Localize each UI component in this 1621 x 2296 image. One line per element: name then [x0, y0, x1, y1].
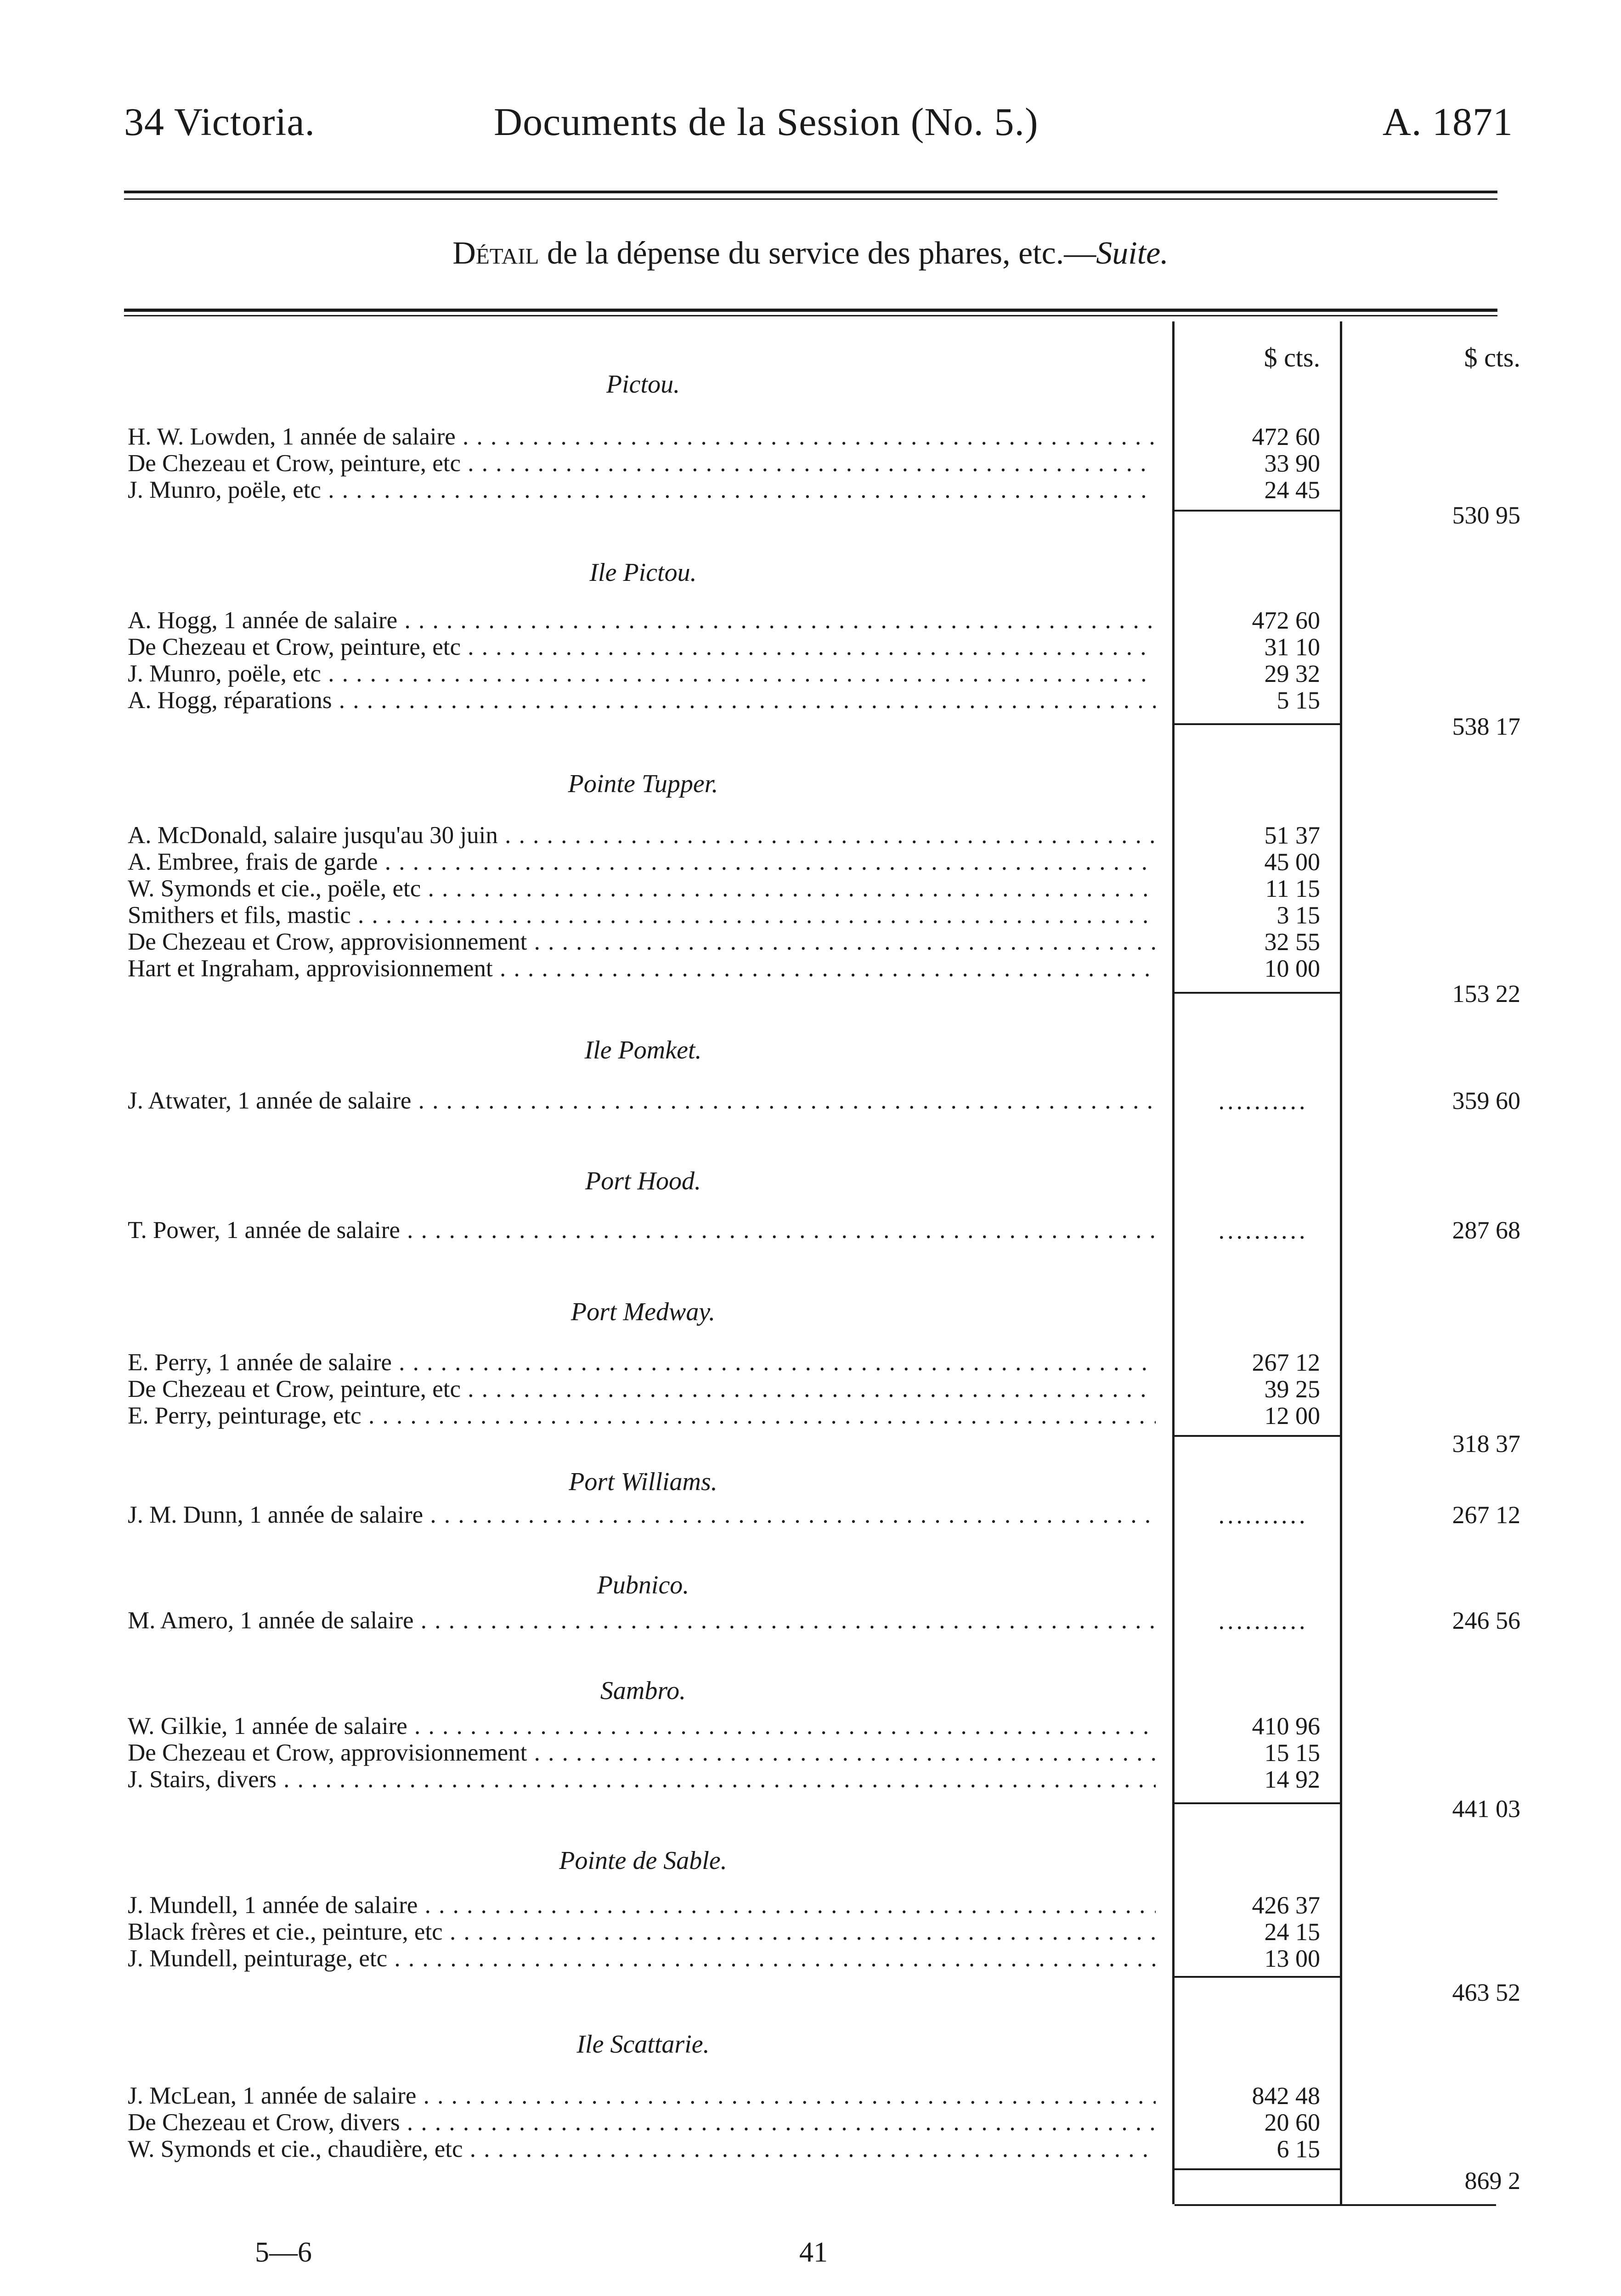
subtitle-lead: Détail: [452, 236, 539, 271]
section-title: Pubnico.: [597, 1571, 689, 1599]
entry-text: A. Hogg, réparations . . .: [128, 687, 1156, 714]
entry-text: A. McDonald, salaire jusqu'au 30 juin . . .: [128, 822, 1156, 849]
entry-amount: 842 48: [1252, 2082, 1320, 2110]
entry-amount: 472 60: [1252, 607, 1320, 634]
entry-amount: 31 10: [1264, 633, 1320, 661]
subtotal-rule: [1175, 723, 1340, 725]
section-total: 869 2: [1464, 2167, 1520, 2195]
entry-text: M. Amero, 1 année de salaire . . .: [128, 1607, 1156, 1634]
subtotal-rule: [1175, 992, 1340, 994]
entry-amount: 51 37: [1264, 822, 1320, 849]
entry-text: J. Mundell, peinturage, etc . . .: [128, 1945, 1156, 1972]
entry-amount: 20 60: [1264, 2109, 1320, 2136]
section-title: Ile Scattarie.: [576, 2030, 710, 2059]
section-title: Port Williams.: [569, 1468, 717, 1496]
entry-amount: 15 15: [1264, 1739, 1320, 1767]
amount-dots: ..........: [1218, 1216, 1308, 1244]
entry-amount: 410 96: [1252, 1712, 1320, 1740]
table-top-rule: [124, 309, 1497, 312]
entry-text: J. M. Dunn, 1 année de salaire . . .: [128, 1502, 1156, 1528]
entry-amount: 13 00: [1264, 1945, 1320, 1972]
header-right: A. 1871: [1382, 100, 1513, 144]
entry-text: Black frères et cie., peinture, etc . . .: [128, 1919, 1156, 1945]
column-divider-left: [1172, 321, 1175, 2204]
entry-text: J. Mundell, 1 année de salaire . . .: [128, 1892, 1156, 1919]
subtotal-rule: [1175, 1976, 1340, 1978]
entry-text: J. Munro, poële, etc . . .: [128, 477, 1156, 503]
amount-dots: ..........: [1218, 1501, 1308, 1529]
amount-dots: ..........: [1218, 1607, 1308, 1634]
column-divider-right: [1340, 321, 1342, 2204]
entry-amount: 24 45: [1264, 476, 1320, 504]
subtotal-rule: [1175, 510, 1340, 512]
subtitle-main: de la dépense du service des phares, etc.—: [539, 236, 1096, 271]
entry-text: De Chezeau et Crow, peinture, etc . . .: [128, 634, 1156, 660]
entry-text: De Chezeau et Crow, divers . . .: [128, 2109, 1156, 2136]
entry-amount: 267 12: [1252, 1349, 1320, 1376]
entry-amount: 29 32: [1264, 660, 1320, 687]
entry-amount: 5 15: [1276, 687, 1320, 714]
entry-text: W. Symonds et cie., chaudière, etc . . .: [128, 2136, 1156, 2162]
section-total: 287 68: [1452, 1216, 1520, 1244]
table-top-rule-thin: [124, 315, 1497, 316]
header-rule-bottom: [124, 198, 1497, 200]
signature-mark: 5—6: [255, 2237, 312, 2268]
section-total: 153 22: [1452, 980, 1520, 1007]
entry-text: Smithers et fils, mastic . . .: [128, 902, 1156, 929]
header-title: Documents de la Session (No. 5.): [494, 100, 1039, 144]
entry-amount: 11 15: [1265, 875, 1320, 902]
entry-amount: 45 00: [1264, 848, 1320, 876]
entry-amount: 32 55: [1264, 928, 1320, 956]
section-total: 246 56: [1452, 1607, 1520, 1634]
entry-amount: 14 92: [1264, 1766, 1320, 1793]
entry-amount: 6 15: [1276, 2135, 1320, 2163]
entry-text: W. Gilkie, 1 année de salaire . . .: [128, 1713, 1156, 1739]
entry-text: T. Power, 1 année de salaire . . .: [128, 1217, 1156, 1244]
entry-text: De Chezeau et Crow, approvisionnement . . .: [128, 929, 1156, 955]
section-title: Pictou.: [606, 370, 680, 399]
subtotal-rule: [1175, 1435, 1340, 1437]
section-title: Port Hood.: [585, 1167, 701, 1195]
entry-text: De Chezeau et Crow, peinture, etc . . .: [128, 450, 1156, 477]
entry-amount: 10 00: [1264, 955, 1320, 982]
entry-text: E. Perry, 1 année de salaire . . .: [128, 1349, 1156, 1376]
section-title: Ile Pictou.: [589, 558, 697, 587]
subtotal-rule: [1175, 1802, 1340, 1804]
section-total: 267 12: [1452, 1501, 1520, 1529]
entry-amount: 24 15: [1264, 1918, 1320, 1946]
section-total: 359 60: [1452, 1087, 1520, 1114]
header-rule-top: [124, 191, 1497, 193]
entry-text: De Chezeau et Crow, peinture, etc . . .: [128, 1376, 1156, 1402]
running-header: [0, 99, 1621, 149]
entry-text: J. Atwater, 1 année de salaire . . .: [128, 1087, 1156, 1114]
page-number: 41: [799, 2237, 828, 2268]
entry-amount: 472 60: [1252, 423, 1320, 450]
column-unit-2: $ cts.: [1464, 343, 1520, 372]
entry-text: J. Stairs, divers . . .: [128, 1766, 1156, 1793]
entry-amount: 33 90: [1264, 450, 1320, 477]
table-bottom-rule: [1175, 2204, 1496, 2206]
section-title: Pointe de Sable.: [559, 1846, 727, 1875]
entry-text: Hart et Ingraham, approvisionnement . . .: [128, 955, 1156, 982]
table-subtitle: [0, 235, 1621, 272]
header-left: 34 Victoria.: [124, 100, 316, 144]
entry-amount: 3 15: [1276, 901, 1320, 929]
section-title: Pointe Tupper.: [568, 770, 718, 798]
entry-amount: 12 00: [1264, 1402, 1320, 1429]
amount-dots: ..........: [1218, 1087, 1308, 1114]
column-unit-1: $ cts.: [1264, 343, 1320, 372]
entry-text: E. Perry, peinturage, etc . . .: [128, 1402, 1156, 1429]
section-total: 441 03: [1452, 1795, 1520, 1823]
subtotal-rule: [1175, 2168, 1340, 2170]
subtitle-suite: Suite.: [1096, 236, 1169, 271]
entry-text: De Chezeau et Crow, approvisionnement . . .: [128, 1739, 1156, 1766]
entry-text: J. McLean, 1 année de salaire . . .: [128, 2082, 1156, 2109]
section-total: 463 52: [1452, 1979, 1520, 2006]
section-total: 538 17: [1452, 713, 1520, 740]
section-total: 318 37: [1452, 1430, 1520, 1458]
section-title: Sambro.: [600, 1677, 686, 1705]
section-total: 530 95: [1452, 501, 1520, 529]
entry-text: J. Munro, poële, etc . . .: [128, 660, 1156, 687]
entry-amount: 39 25: [1264, 1375, 1320, 1403]
entry-amount: 426 37: [1252, 1891, 1320, 1919]
section-title: Port Medway.: [570, 1298, 716, 1326]
section-title: Ile Pomket.: [584, 1036, 702, 1064]
entry-text: A. Hogg, 1 année de salaire . . .: [128, 607, 1156, 634]
entry-text: A. Embree, frais de garde . . .: [128, 849, 1156, 875]
entry-text: H. W. Lowden, 1 année de salaire . . .: [128, 423, 1156, 450]
entry-text: W. Symonds et cie., poële, etc . . .: [128, 875, 1156, 902]
